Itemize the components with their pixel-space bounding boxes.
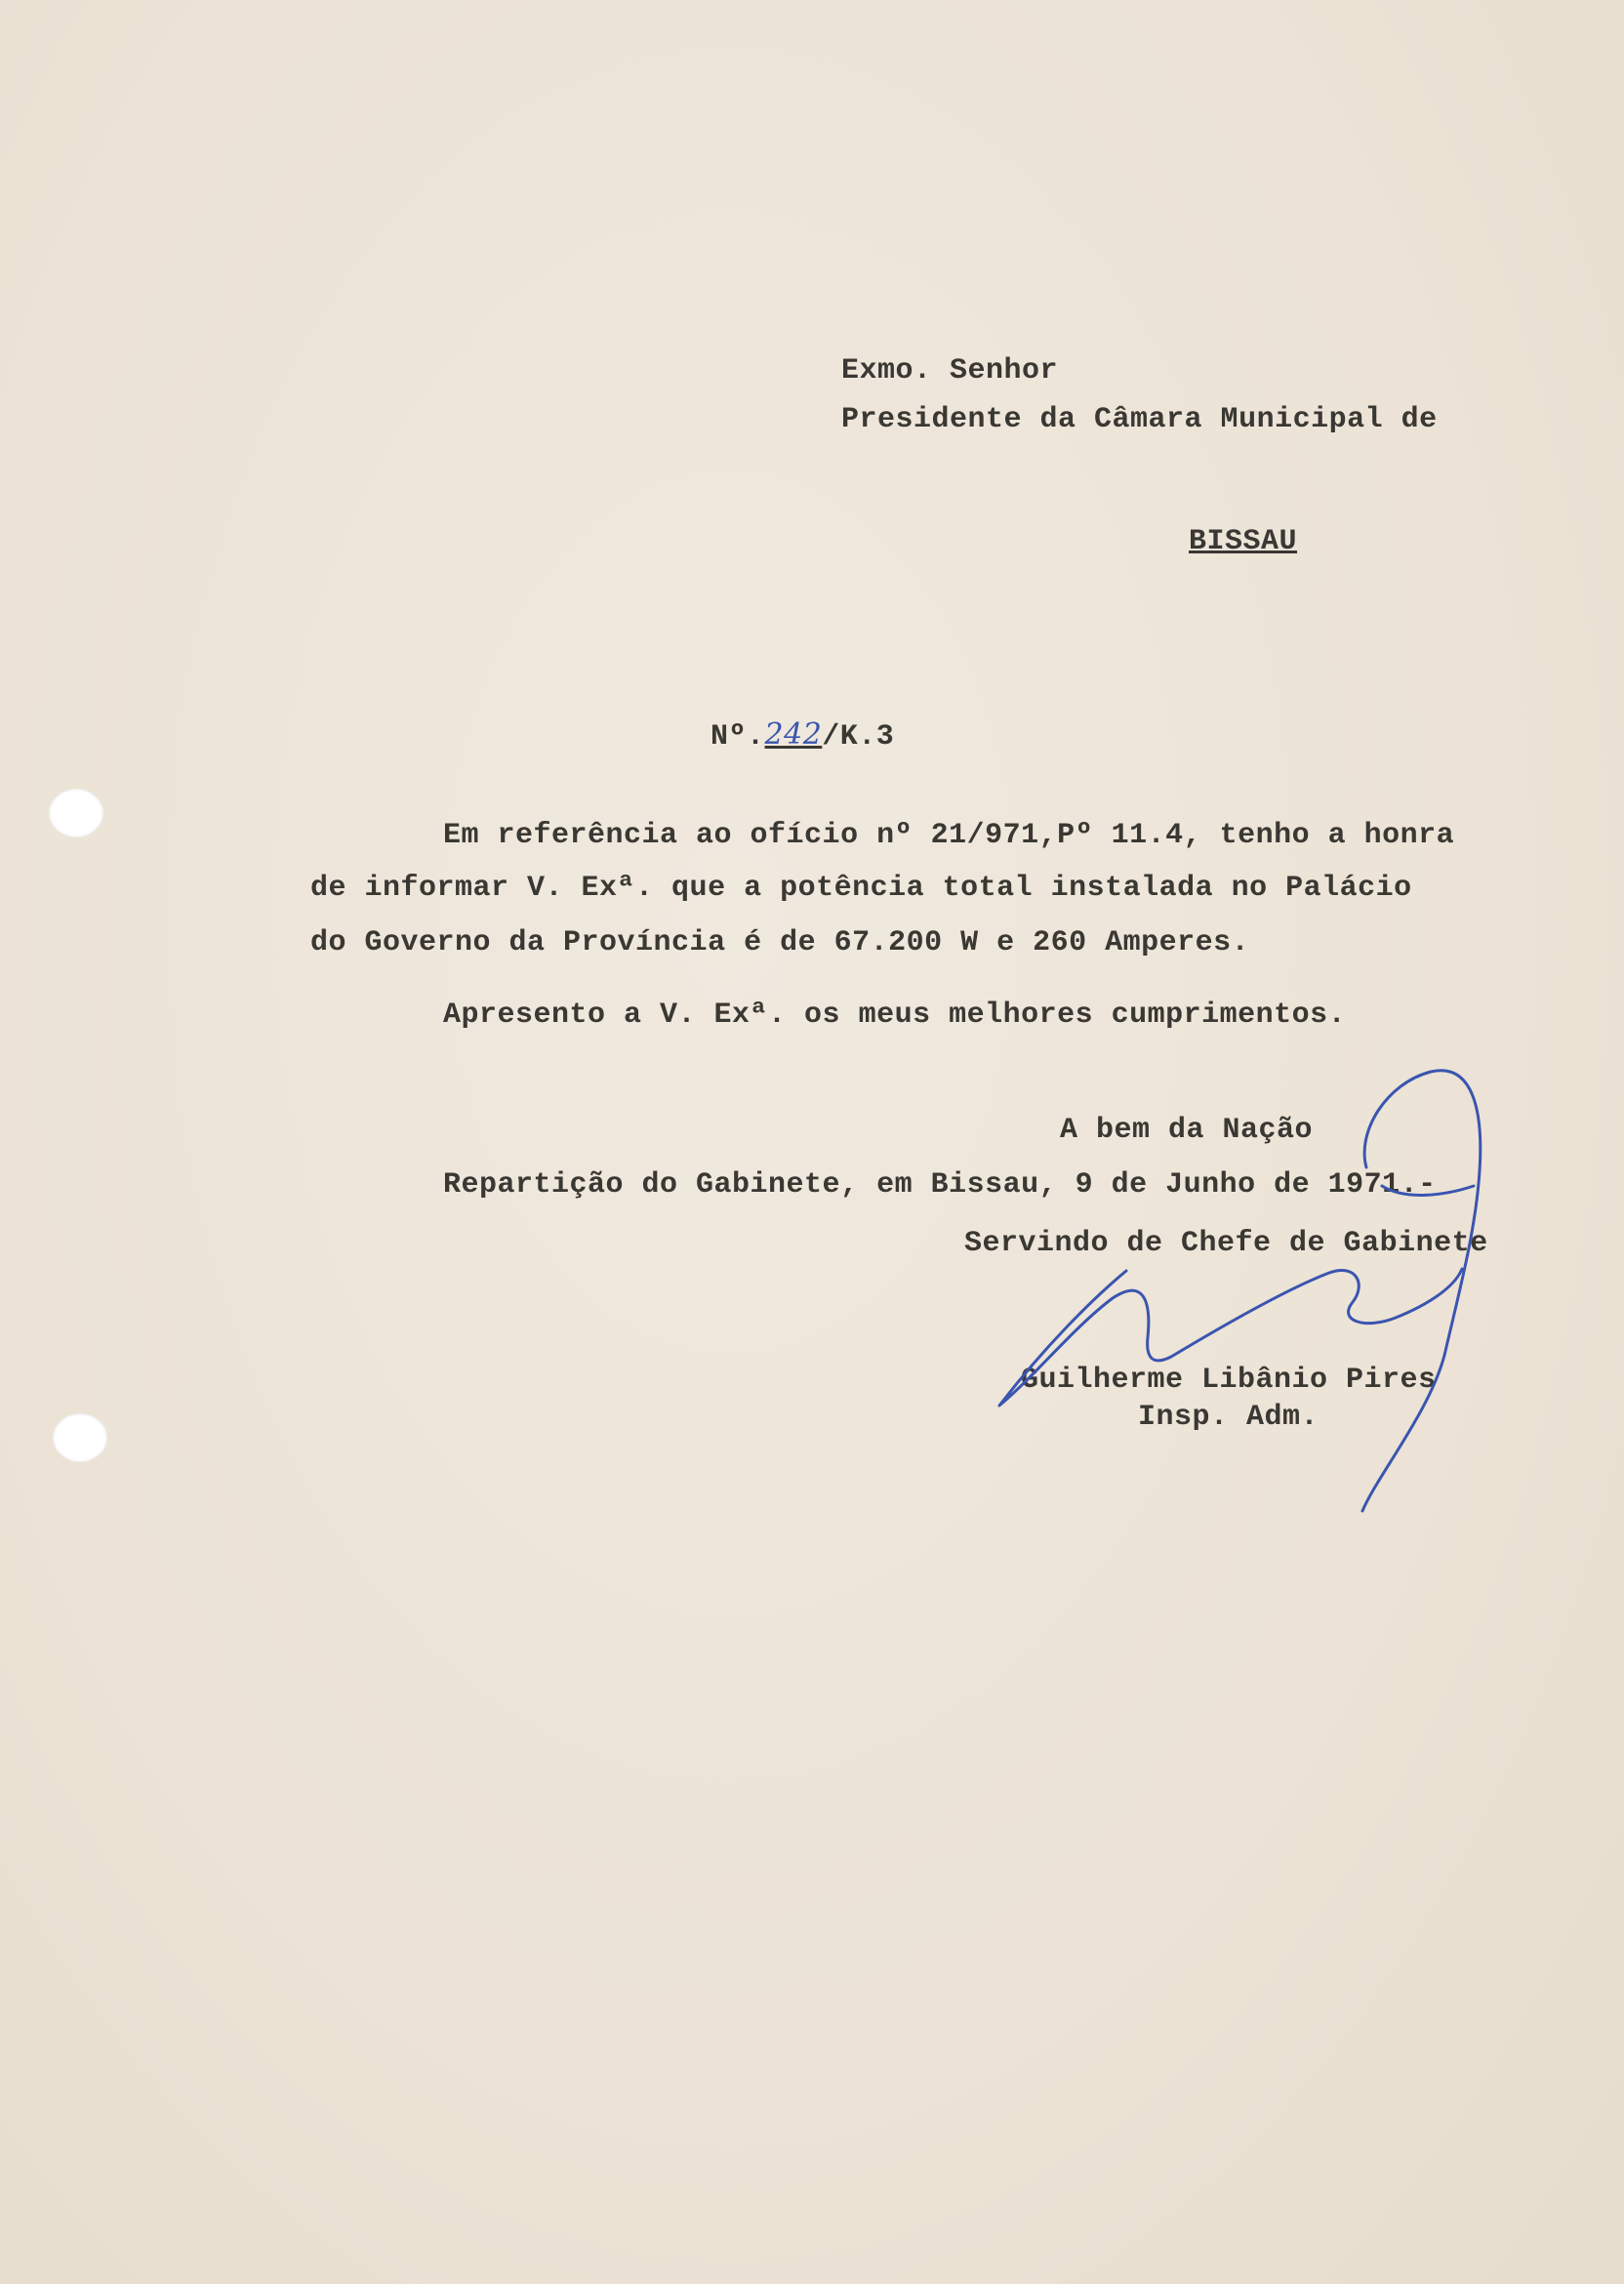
addressee-salutation: Exmo. Senhor [841,354,1059,387]
signatory-title: Insp. Adm. [1138,1401,1320,1434]
body-closing-greeting: Apresento a V. Exª. os meus melhores cumprimentos. [443,999,1347,1032]
reference-prefix: Nº. [710,720,765,754]
body-line-1: Em referência ao ofício nº 21/971,Pº 11.4, tenho a honra [443,819,1455,852]
closing-role: Servindo de Chefe de Gabinete [964,1227,1488,1260]
addressee-title: Presidente da Câmara Municipal de [841,403,1438,436]
body-line-2: de informar V. Exª. que a potência total instalada no Palácio [310,872,1412,905]
punch-hole-top [49,789,103,837]
reference-number [710,717,894,755]
closing-motto: A bem da Nação [1060,1114,1314,1147]
addressee-city: BISSAU [1189,525,1298,558]
signatory-name: Guilherme Libânio Pires [1021,1364,1437,1397]
punch-hole-bottom [53,1413,107,1462]
reference-handwritten-number: 242 [764,717,823,752]
closing-place-date: Repartição do Gabinete, em Bissau, 9 de Junho de 1971.- [443,1168,1437,1202]
body-line-3: do Governo da Província é de 67.200 W e 260 Amperes. [310,926,1250,959]
reference-suffix: /K.3 [822,720,895,754]
